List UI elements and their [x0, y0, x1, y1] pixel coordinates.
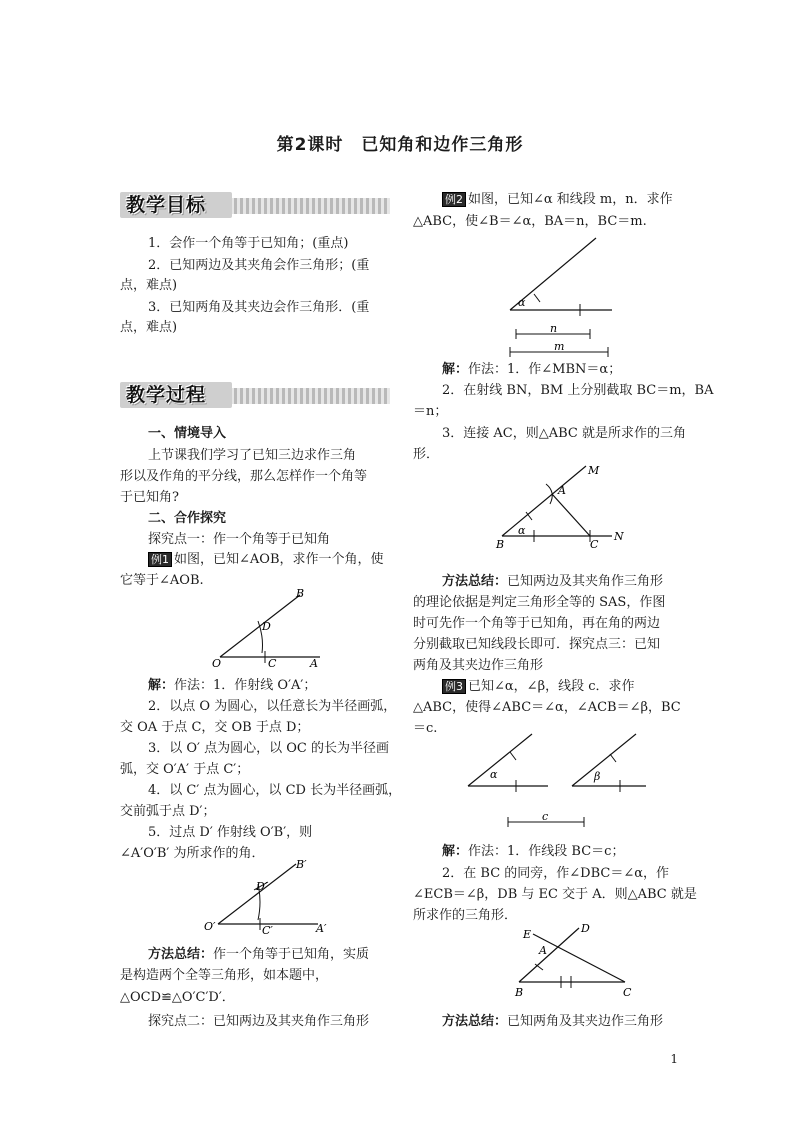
figure-angle-copy	[200, 856, 340, 936]
text-line: ＝c.	[413, 721, 438, 736]
text-line: 分别截取已知线段长即可．探究点三：已知	[413, 637, 661, 652]
summary-line	[442, 572, 663, 592]
fig-label: O′	[204, 920, 216, 933]
figure-given-alpha-mn	[500, 232, 630, 360]
text-line: 形．	[413, 447, 440, 462]
text-line: 于已知角?	[120, 490, 179, 505]
fig-label: E	[523, 928, 532, 941]
figure-triangle-abc-sas	[490, 460, 630, 552]
example-badge: 例3	[442, 679, 466, 694]
example-text: 如图，已知∠α 和线段 m，n．求作	[468, 192, 673, 207]
goal-line: 点，难点)	[120, 278, 178, 293]
text-line: 交前弧于点 D′；	[120, 804, 216, 819]
fig-label: M	[588, 464, 600, 477]
fig-label: B	[515, 986, 524, 999]
text-line: 上节课我们学习了已知三边求作三角	[148, 448, 357, 463]
solution-line	[442, 360, 621, 380]
solution-label: 解：	[442, 362, 469, 377]
text-line: △ABC，使∠B＝∠α，BA＝n，BC＝m.	[413, 214, 647, 229]
goal-line: 3．已知两角及其夹边会作三角形．(重	[148, 300, 370, 315]
fig-label: A	[539, 944, 547, 957]
text-line: 两角及其夹边作三角形	[413, 658, 544, 673]
text-line: 2．在 BC 的同旁，作∠DBC＝∠α，作	[442, 866, 670, 881]
solution-line	[148, 676, 316, 696]
text-line: 交 OA 于点 C，交 OB 于点 D；	[120, 720, 310, 735]
fig-label: B′	[296, 858, 307, 871]
fig-label: m	[554, 340, 565, 353]
summary-line	[442, 1012, 663, 1032]
text-line: 形以及作角的平分线，那么怎样作一个角等	[120, 469, 368, 484]
fig-label: C	[623, 986, 632, 999]
explore-point-title: 探究点二：已知两边及其夹角作三角形	[148, 1014, 370, 1029]
summary-label: 方法总结：	[148, 947, 214, 962]
fig-label: c	[542, 810, 549, 823]
summary-label: 方法总结：	[442, 1014, 508, 1029]
section-banner-process	[120, 376, 390, 412]
explore-point-title: 探究点一：作一个角等于已知角	[148, 532, 331, 547]
text-line: ＝n；	[413, 404, 448, 419]
section-heading: 二、合作探究	[148, 511, 227, 526]
figure-angle-aob	[210, 585, 330, 670]
text-line: 3．连接 AC，则△ABC 就是所求作的三角	[442, 426, 686, 441]
fig-label: C	[268, 657, 277, 670]
fig-label: A	[310, 657, 318, 670]
text-line: ∠A′O′B′ 为所求作的角．	[120, 846, 265, 861]
text-line: 2．以点 O 为圆心，以任意长为半径画弧，	[148, 699, 397, 714]
fig-label: α	[518, 524, 526, 537]
fig-label: β	[594, 770, 601, 783]
goal-line: 1．会作一个角等于已知角；(重点)	[148, 236, 349, 251]
figure-given-alpha-beta-c	[460, 730, 650, 830]
text-line: 是构造两个全等三角形，如本题中，	[120, 968, 329, 983]
example-line	[442, 190, 673, 210]
fig-label: D′	[256, 880, 268, 893]
fig-label: B	[296, 587, 305, 600]
figure-triangle-abc-asa	[505, 920, 645, 1000]
text-line: 所求作的三角形．	[413, 908, 518, 923]
example-badge: 例1	[148, 552, 172, 567]
fig-label: C′	[262, 924, 273, 936]
solution-line	[442, 842, 624, 862]
solution-text: 作法：1．作∠MBN＝α；	[468, 362, 622, 377]
text-line: 5．过点 D′ 作射线 O′B′，则	[148, 825, 313, 840]
text-line: 弧，交 O′A′ 于点 C′；	[120, 762, 250, 777]
text-line: 的理论依据是判定三角形全等的 SAS，作图	[413, 595, 666, 610]
fig-label: n	[550, 322, 558, 335]
example-badge: 例2	[442, 192, 466, 207]
solution-label: 解：	[442, 844, 469, 859]
example-line	[148, 550, 384, 570]
page-number: 1	[670, 1052, 678, 1066]
fig-label: B	[496, 538, 505, 551]
fig-label: α	[518, 296, 526, 309]
text-line: 时可先作一个角等于已知角，再在角的两边	[413, 616, 661, 631]
example-text: 已知∠α，∠β，线段 c．求作	[468, 679, 635, 694]
fig-label: D	[581, 922, 590, 935]
solution-text: 作法：1．作射线 O′A′；	[174, 678, 317, 693]
solution-text: 作法：1．作线段 BC＝c；	[468, 844, 625, 859]
fig-label: A′	[316, 922, 327, 935]
fig-label: A	[558, 484, 566, 497]
banner-label: 教学目标	[126, 194, 207, 216]
banner-label: 教学过程	[126, 384, 207, 406]
summary-text: 作一个角等于已知角，实质	[213, 947, 370, 962]
goal-line: 点，难点)	[120, 320, 178, 335]
fig-label: C	[590, 538, 599, 551]
summary-text: 已知两角及其夹边作三角形	[507, 1014, 664, 1029]
solution-label: 解：	[148, 678, 175, 693]
summary-label: 方法总结：	[442, 574, 508, 589]
fig-label: D	[262, 620, 271, 633]
text-line: 2．在射线 BN，BM 上分别截取 BC＝m，BA	[442, 383, 714, 398]
goal-line: 2．已知两边及其夹角会作三角形；(重	[148, 258, 370, 273]
example-text: 如图，已知∠AOB，求作一个角，使	[174, 552, 384, 567]
summary-text: 已知两边及其夹角作三角形	[507, 574, 664, 589]
text-line: 3．以 O′ 点为圆心，以 OC 的长为半径画	[148, 741, 390, 756]
text-line: ∠ECB＝∠β，DB 与 EC 交于 A．则△ABC 就是	[413, 887, 697, 902]
fig-label: α	[490, 768, 498, 781]
section-heading: 一、情境导入	[148, 426, 227, 441]
page-title: 第2课时 已知角和边作三角形	[276, 135, 524, 155]
fig-label: N	[614, 530, 624, 543]
section-banner-goals	[120, 186, 390, 222]
summary-line	[148, 945, 369, 965]
text-line: △OCD≌△O′C′D′．	[120, 990, 235, 1005]
example-line	[442, 677, 635, 697]
text-line: △ABC，使得∠ABC＝∠α，∠ACB＝∠β，BC	[413, 700, 681, 715]
text-line: 4．以 C′ 点为圆心，以 CD 长为半径画弧，	[148, 783, 402, 798]
fig-label: O	[212, 657, 222, 670]
text-line: 它等于∠AOB.	[120, 573, 204, 588]
